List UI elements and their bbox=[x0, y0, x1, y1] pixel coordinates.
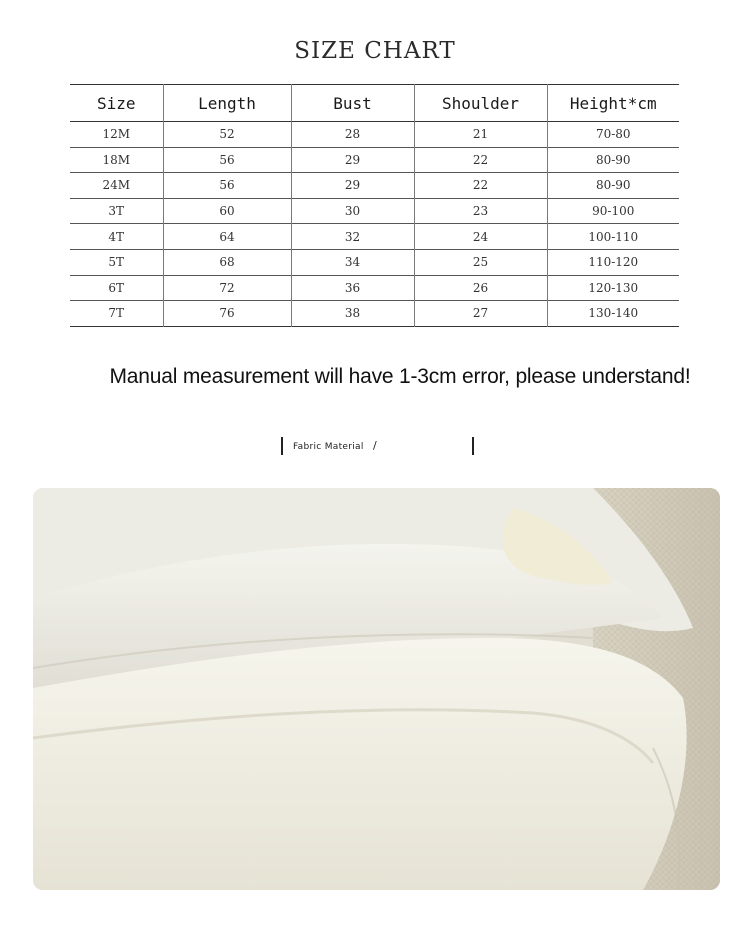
cell-height: 80-90 bbox=[547, 147, 679, 173]
fabric-material-heading bbox=[0, 437, 750, 457]
size-chart-title: SIZE CHART bbox=[294, 38, 456, 64]
cell-bust: 38 bbox=[291, 301, 414, 327]
cell-shoulder: 22 bbox=[414, 173, 547, 199]
cell-height: 80-90 bbox=[547, 173, 679, 199]
header-height: Height*cm bbox=[547, 85, 679, 122]
table-row bbox=[70, 147, 679, 173]
measurement-note: Manual measurement will have 1-3cm error, please understand! bbox=[109, 365, 691, 388]
cell-bust: 29 bbox=[291, 173, 414, 199]
left-divider-bar bbox=[281, 437, 283, 455]
cell-height: 70-80 bbox=[547, 122, 679, 148]
cell-size: 24M bbox=[70, 173, 163, 199]
cell-length: 76 bbox=[163, 301, 291, 327]
cell-length: 72 bbox=[163, 275, 291, 301]
right-divider-bar bbox=[472, 437, 474, 455]
header-length: Length bbox=[163, 85, 291, 122]
cell-size: 6T bbox=[70, 275, 163, 301]
cell-length: 64 bbox=[163, 224, 291, 250]
cell-size: 5T bbox=[70, 249, 163, 275]
cell-length: 60 bbox=[163, 198, 291, 224]
cell-size: 3T bbox=[70, 198, 163, 224]
cell-size: 12M bbox=[70, 122, 163, 148]
cell-length: 56 bbox=[163, 173, 291, 199]
fabric-material-label: Fabric Material bbox=[293, 442, 364, 452]
table-row bbox=[70, 249, 679, 275]
cell-length: 52 bbox=[163, 122, 291, 148]
cell-length: 56 bbox=[163, 147, 291, 173]
cell-size: 18M bbox=[70, 147, 163, 173]
header-size: Size bbox=[70, 85, 163, 122]
fabric-photo bbox=[33, 488, 720, 890]
cell-size: 4T bbox=[70, 224, 163, 250]
cell-shoulder: 26 bbox=[414, 275, 547, 301]
table-row bbox=[70, 224, 679, 250]
size-chart-table bbox=[70, 84, 679, 327]
table-header-row bbox=[70, 85, 679, 122]
table-row bbox=[70, 198, 679, 224]
cell-height: 130-140 bbox=[547, 301, 679, 327]
cell-shoulder: 27 bbox=[414, 301, 547, 327]
header-bust: Bust bbox=[291, 85, 414, 122]
cell-bust: 29 bbox=[291, 147, 414, 173]
cell-bust: 28 bbox=[291, 122, 414, 148]
table-row bbox=[70, 301, 679, 327]
cell-shoulder: 23 bbox=[414, 198, 547, 224]
cell-shoulder: 21 bbox=[414, 122, 547, 148]
cell-size: 7T bbox=[70, 301, 163, 327]
table-row bbox=[70, 122, 679, 148]
cell-shoulder: 22 bbox=[414, 147, 547, 173]
table-row bbox=[70, 275, 679, 301]
table-row bbox=[70, 173, 679, 199]
cell-shoulder: 25 bbox=[414, 249, 547, 275]
cell-height: 120-130 bbox=[547, 275, 679, 301]
fabric-separator: / bbox=[373, 439, 377, 452]
cell-bust: 32 bbox=[291, 224, 414, 250]
cell-bust: 34 bbox=[291, 249, 414, 275]
cell-shoulder: 24 bbox=[414, 224, 547, 250]
cell-bust: 30 bbox=[291, 198, 414, 224]
fabric-photo-illustration bbox=[33, 488, 720, 890]
cell-height: 110-120 bbox=[547, 249, 679, 275]
cell-length: 68 bbox=[163, 249, 291, 275]
cell-height: 90-100 bbox=[547, 198, 679, 224]
cell-bust: 36 bbox=[291, 275, 414, 301]
header-shoulder: Shoulder bbox=[414, 85, 547, 122]
cell-height: 100-110 bbox=[547, 224, 679, 250]
